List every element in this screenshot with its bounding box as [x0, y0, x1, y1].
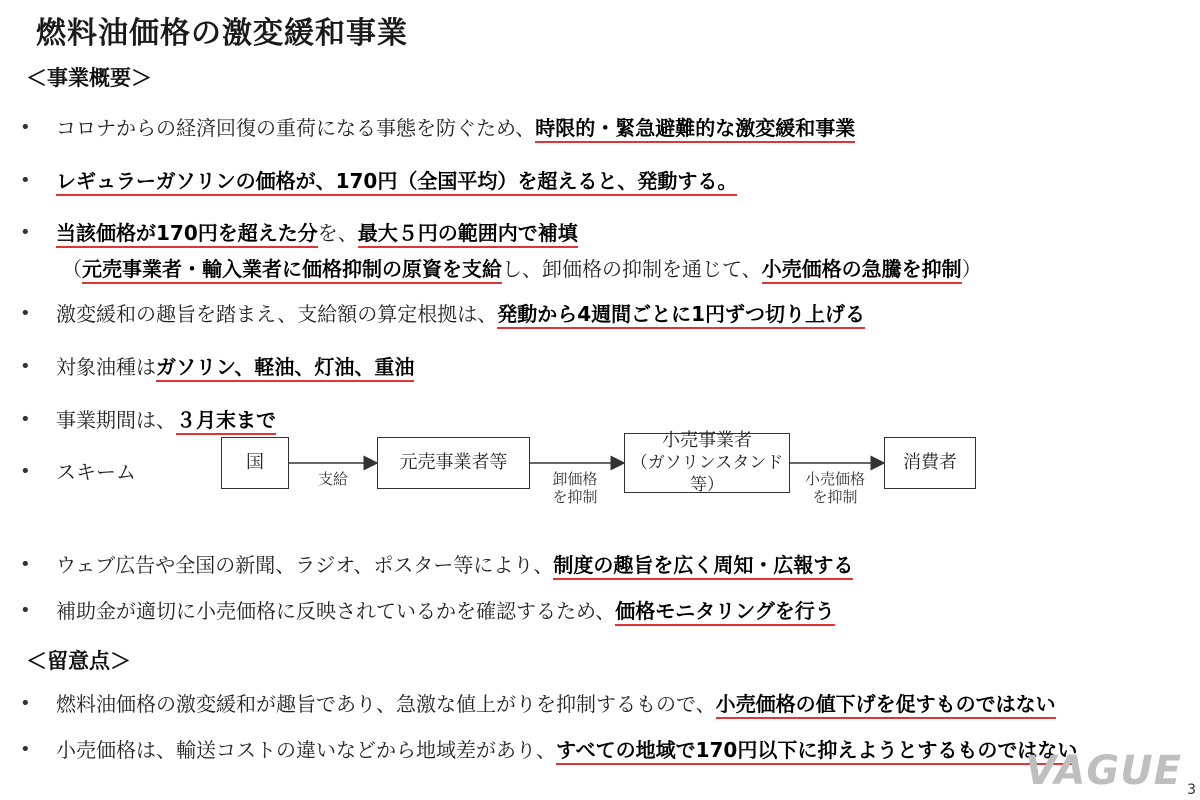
item-emphasis: 最大５円の範囲内で補填: [358, 221, 578, 248]
item-emphasis: 元売事業者・輸入業者に価格抑制の原資を支給: [82, 257, 502, 284]
bullet-dot: •: [20, 461, 31, 482]
item-text: し、卸価格の抑制を通じて、: [502, 257, 762, 281]
watermark-logo: VAGUE: [1025, 748, 1182, 794]
page-title: 燃料油価格の激変緩和事業: [36, 16, 408, 51]
bullet-dot: •: [20, 409, 31, 430]
item-text: コロナからの経済回復の重荷になる事態を防ぐため、: [56, 116, 536, 140]
item-text: 対象油種は: [56, 355, 156, 379]
bullet-dot: •: [20, 356, 31, 377]
scheme-node-shouhisha: 消費者: [884, 437, 976, 489]
bullet-dot: •: [20, 117, 31, 138]
bullet-dot: •: [20, 600, 31, 621]
item-emphasis: 小売価格の急騰を抑制: [762, 257, 962, 284]
scheme-edge-label-oroshi: 卸価格 を抑制: [552, 470, 598, 506]
item-text: 激変緩和の趣旨を踏まえ、支給額の算定根拠は、: [56, 302, 498, 326]
scheme-edge-label-kouri: 小売価格 を抑制: [804, 470, 865, 506]
scheme-node-kouri: 小売事業者 （ガソリンスタンド等）: [624, 433, 790, 493]
item-emphasis: 価格モニタリングを行う: [615, 599, 835, 626]
section-heading-notes: ＜留意点＞: [26, 649, 131, 673]
bullet-dot: •: [20, 739, 31, 760]
item-text: （: [62, 257, 82, 281]
bullet-dot: •: [20, 693, 31, 714]
scheme-edge-label-shikyu: 支給: [317, 470, 348, 488]
item-emphasis: すべての地域で170円以下に抑えようとするものではない: [556, 738, 1077, 765]
item-emphasis: 発動から4週間ごとに1円ずつ切り上げる: [497, 302, 865, 329]
section-heading-overview: ＜事業概要＞: [26, 66, 152, 90]
item-emphasis: ガソリン、軽油、灯油、重油: [156, 355, 414, 382]
item-text: ウェブ広告や全国の新聞、ラジオ、ポスター等により、: [56, 553, 554, 577]
item-text: 小売価格は、輸送コストの違いなどから地域差があり、: [56, 738, 556, 762]
bullet-dot: •: [20, 170, 31, 191]
item-emphasis: ３月末まで: [176, 408, 276, 435]
item-emphasis: 小売価格の値下げを促すものではない: [716, 692, 1056, 719]
item-text: スキーム: [56, 460, 136, 484]
item-emphasis: レギュラーガソリンの価格が、170円（全国平均）を超えると、発動する。: [56, 169, 737, 196]
item-text: 事業期間は、: [56, 408, 176, 432]
page-number: 3: [1187, 782, 1196, 798]
item-text: ）: [961, 257, 982, 281]
bullet-dot: •: [20, 554, 31, 575]
item-emphasis: 時限的・緊急避難的な激変緩和事業: [535, 116, 855, 143]
item-text: 燃料油価格の激変緩和が趣旨であり、急激な値上がりを抑制するもので、: [56, 692, 716, 716]
item-text: 補助金が適切に小売価格に反映されているかを確認するため、: [56, 599, 616, 623]
bullet-dot: •: [20, 303, 31, 324]
item-emphasis: 当該価格が170円を超えた分: [56, 221, 318, 248]
bullet-dot: •: [20, 222, 31, 243]
scheme-node-kuni: 国: [221, 437, 289, 489]
item-text: を、: [317, 221, 358, 245]
scheme-node-motouri: 元売事業者等: [377, 437, 530, 489]
item-emphasis: 制度の趣旨を広く周知・広報する: [553, 553, 853, 580]
